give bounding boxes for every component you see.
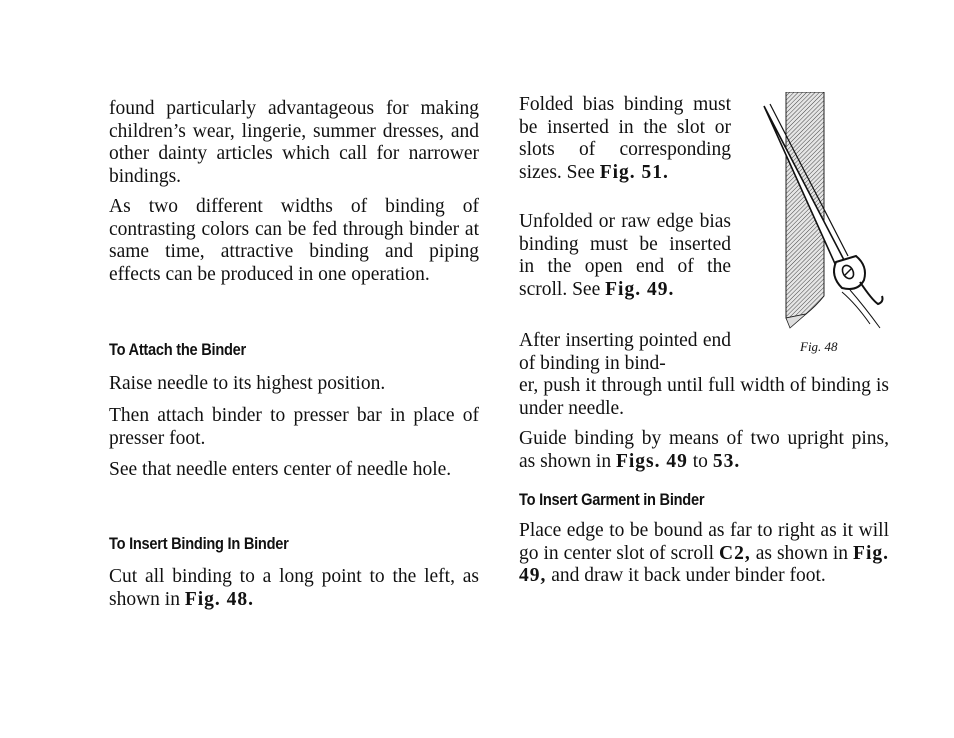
paragraph-folded-bias	[519, 94, 731, 184]
guide-binding-text: Guide binding by means of two upright pins, as shown in	[519, 428, 889, 472]
guide-binding-to: to	[687, 450, 713, 472]
folded-bias-text: Folded bias binding must be inserted in the slot or slots of corresponding sizes. See	[519, 94, 731, 183]
place-edge-text-b: as shown in	[750, 542, 854, 564]
paragraph-after-inserting-a: After inserting pointed end of binding in bind-	[519, 330, 731, 374]
heading-attach-binder: To Attach the Binder	[109, 340, 246, 359]
place-edge-text-c: and draw it back under binder foot.	[546, 565, 826, 586]
cut-binding-text: Cut all binding to a long point to the left, as shown in	[109, 566, 479, 610]
place-edge-text-a: Place edge to be bound as far to right as it will go in center slot of scroll	[519, 520, 889, 564]
fig-53-reference: 53.	[712, 450, 741, 472]
scroll-c2-reference: C2,	[719, 542, 751, 564]
figure-caption: Fig. 48	[800, 339, 838, 354]
paragraph-after-inserting-b: er, push it through until full width of binding is under needle.	[519, 375, 889, 419]
paragraph-raise-needle: Raise needle to its highest position.	[109, 373, 386, 394]
paragraph-cut-binding	[109, 566, 479, 611]
figs-49-reference: Figs. 49	[615, 450, 688, 472]
heading-insert-binding: To Insert Binding In Binder	[109, 534, 289, 553]
scissors-icon	[760, 92, 890, 332]
paragraph-two-widths: As two different widths of binding of contrasting colors can be fed through binder at same time, attractive binding and piping effects can be produced in one operation.	[109, 196, 479, 285]
scissors-cutting-binding-illustration	[760, 92, 890, 332]
paragraph-needle-center: See that needle enters center of needle hole.	[109, 459, 452, 480]
paragraph-intro: found particularly advantageous for making children’s wear, lingerie, summer dresses, and other dainty articles which call for narrower bindings.	[109, 98, 479, 187]
heading-insert-garment: To Insert Garment in Binder	[519, 490, 705, 509]
paragraph-place-edge	[519, 520, 889, 588]
fig-49b-reference: Fig. 49,	[519, 542, 889, 586]
paragraph-unfolded-bias	[519, 211, 731, 301]
fig-49-reference: Fig. 49.	[605, 278, 675, 300]
paragraph-guide-binding	[519, 428, 889, 473]
unfolded-bias-text: Unfolded or raw edge bias binding must be inserted in the open end of the scroll. See	[519, 211, 731, 300]
fig-51-reference: Fig. 51.	[599, 161, 669, 183]
paragraph-attach-binder: Then attach binder to presser bar in place of presser foot.	[109, 405, 479, 449]
fig-48-reference: Fig. 48.	[184, 588, 255, 610]
